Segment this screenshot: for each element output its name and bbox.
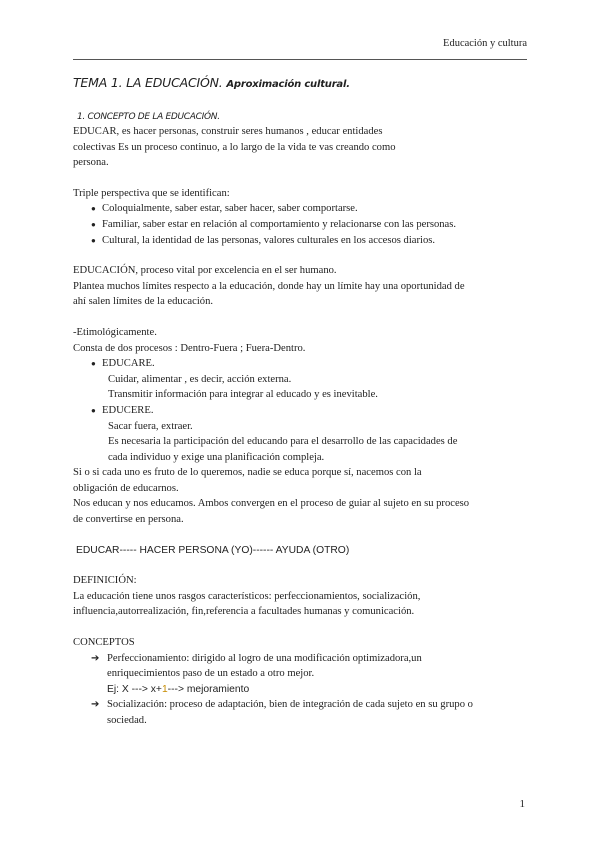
example-highlight: 1	[161, 683, 168, 695]
title-main: TEMA 1. LA EDUCACIÓN.	[73, 75, 223, 90]
educere-detail: cada individuo y exige una planificación compleja.	[108, 451, 325, 463]
perspective-list	[73, 201, 533, 248]
example-part: Ej: X ---> x+	[107, 683, 162, 695]
etimo-after: Si o si cada uno es fruto de lo queremos, nadie se educa porque sí, nacemos con la	[73, 467, 422, 479]
list-item: ● Coloquialmente, saber estar, saber hacer, saber comportarse.	[91, 201, 533, 217]
socializacion-line: Socialización: proceso de adaptación, bien de integración de cada sujeto en su grupo o	[107, 699, 473, 711]
educere-detail: Sacar fuera, extraer.	[108, 420, 193, 432]
educacion-line: Plantea muchos límites respecto a la educación, donde hay un límite hay una oportunidad de	[73, 280, 465, 292]
etimo-line: Consta de dos procesos : Dentro-Fuera ; Fuera-Dentro.	[73, 342, 306, 354]
conceptos-heading: CONCEPTOS	[73, 637, 135, 649]
perspective-lead: Triple perspectiva que se identifican:	[73, 187, 230, 199]
header-rule	[73, 59, 527, 60]
perfeccionamiento-example	[107, 684, 249, 695]
perfeccionamiento-line: Perfeccionamiento: dirigido al logro de una modificación optimizadora,un	[107, 652, 422, 664]
intro-line: EDUCAR, es hacer personas, construir seres humanos , educar entidades	[73, 126, 383, 137]
etimo-list	[73, 403, 533, 419]
list-item: ● Familiar, saber estar en relación al comportamiento y relacionarse con las personas.	[91, 217, 533, 233]
socializacion-line: sociedad.	[107, 715, 147, 726]
etimo-after: obligación de educarnos.	[73, 482, 179, 494]
title-sub: Aproximación cultural.	[226, 79, 350, 90]
educacion-line: ahí salen límites de la educación.	[73, 296, 214, 308]
educacion-line: EDUCACIÓN, proceso vital por excelencia en el ser humano.	[73, 265, 337, 277]
section-heading: 1. CONCEPTO DE LA EDUCACIÓN.	[77, 112, 220, 122]
educar-equation: EDUCAR----- HACER PERSONA (YO)------ AYUDA (OTRO)	[76, 544, 350, 556]
intro-line: colectivas Es un proceso continuo, a lo largo de la vida te vas creando como	[73, 141, 396, 153]
etimo-list	[73, 356, 533, 372]
page-content	[73, 74, 533, 729]
example-part: ---> mejoramiento	[167, 683, 250, 695]
educere-detail: Es necesaria la participación del educando para el desarrollo de las capacidades de	[108, 436, 458, 448]
etimo-after: de convertirse en persona.	[73, 514, 184, 526]
definicion-line: La educación tiene unos rasgos característicos: perfeccionamientos, socialización,	[73, 590, 421, 602]
document-title	[73, 74, 533, 94]
page-number: 1	[519, 798, 525, 811]
etimo-after: Nos educan y nos educamos. Ambos convergen en el proceso de guiar al sujeto en su proceso	[73, 498, 470, 510]
list-item-educere: ● EDUCERE.	[91, 403, 533, 419]
definicion-heading: DEFINICIÓN:	[73, 575, 137, 587]
perfeccionamiento-line: enriquecimientos paso de un estado a otro mejor.	[107, 668, 315, 680]
educare-detail: Transmitir información para integrar al educado y es inevitable.	[108, 389, 378, 401]
list-item-perfeccionamiento	[91, 651, 533, 698]
list-item-educare: ● EDUCARE.	[91, 356, 533, 372]
conceptos-list	[73, 651, 533, 729]
intro-line: persona.	[73, 157, 109, 169]
etimo-line: -Etimológicamente.	[73, 326, 157, 338]
definicion-line: influencia,autorrealización, fin,referencia a facultades humanas y comunicación.	[73, 606, 415, 618]
running-header: Educación y cultura	[443, 38, 527, 49]
list-item-socializacion	[91, 697, 533, 728]
list-item: ● Cultural, la identidad de las personas, valores culturales en los accesos diarios.	[91, 233, 533, 249]
educare-detail: Cuidar, alimentar , es decir, acción externa.	[108, 373, 292, 385]
